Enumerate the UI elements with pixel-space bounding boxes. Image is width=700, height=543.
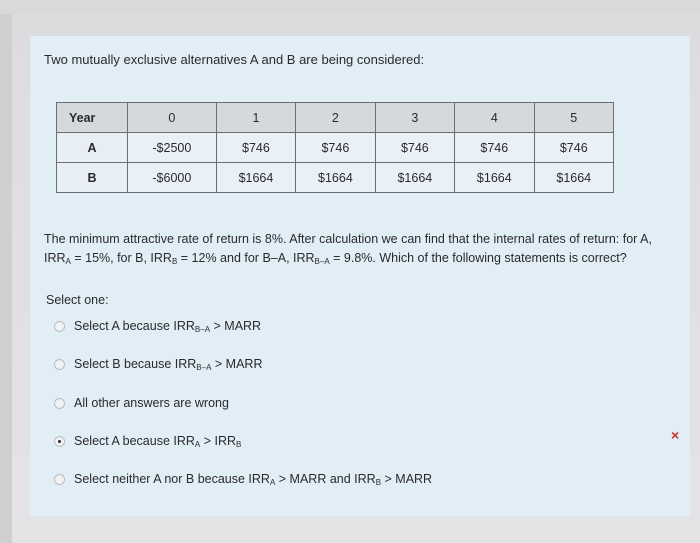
- option-label: Select neither A nor B because $IRR_A$ > MARR and $IRR_B$ > MARR: [74, 472, 433, 487]
- answer-option-1[interactable]: [54, 319, 261, 334]
- cash-flow-cell: $746: [534, 133, 613, 163]
- cash-flow-cell: $1664: [296, 163, 375, 193]
- cash-flow-table: [56, 102, 614, 193]
- left-border: [0, 14, 12, 543]
- table-header-row: [57, 103, 614, 133]
- select-one-label: Select one:: [46, 293, 109, 307]
- top-border: [0, 0, 700, 14]
- year-cell: 0: [128, 103, 217, 133]
- year-cell: 1: [216, 103, 295, 133]
- answer-option-3[interactable]: [54, 396, 229, 410]
- cash-flow-cell: -$2500: [128, 133, 217, 163]
- cash-flow-cell: $746: [375, 133, 454, 163]
- year-header: Year: [57, 103, 128, 133]
- option-label: All other answers are wrong: [74, 396, 229, 410]
- alternative-label: A: [57, 133, 128, 163]
- table-row-a: [57, 133, 614, 163]
- answer-option-5[interactable]: [54, 472, 432, 487]
- alternative-label: B: [57, 163, 128, 193]
- option-label: Select B because $IRR_{B-A}$ > MARR: [74, 357, 263, 372]
- cash-flow-cell: -$6000: [128, 163, 217, 193]
- cash-flow-cell: $1664: [534, 163, 613, 193]
- answer-option-2[interactable]: [54, 357, 262, 372]
- radio-button[interactable]: [54, 474, 65, 485]
- cash-flow-cell: $1664: [375, 163, 454, 193]
- cash-flow-cell: $746: [455, 133, 534, 163]
- option-label: Select A because $IRR_{B-A}$ > MARR: [74, 319, 262, 334]
- option-label: Select A because $IRR_A > IRR_B$: [74, 434, 242, 449]
- cash-flow-cell: $746: [296, 133, 375, 163]
- year-cell: 5: [534, 103, 613, 133]
- cash-flow-cell: $1664: [455, 163, 534, 193]
- radio-button[interactable]: [54, 359, 65, 370]
- cash-flow-cell: $1664: [216, 163, 295, 193]
- radio-button-selected[interactable]: [54, 436, 65, 447]
- year-cell: 3: [375, 103, 454, 133]
- question-intro: Two mutually exclusive alternatives A and B are being considered:: [44, 52, 425, 67]
- question-stem: The minimum attractive rate of return is 8%. After calculation we can find that the internal rates of return: for A, $IRR_A = 15\%$, for B, $IRR_B = 12\%$ and for B–A, $IRR_{B-A} = 9.8\%$. Which of the following statements is correct?: [44, 232, 652, 266]
- cash-flow-cell: $746: [216, 133, 295, 163]
- table-row-b: [57, 163, 614, 193]
- year-cell: 4: [455, 103, 534, 133]
- answer-option-4[interactable]: [54, 434, 241, 449]
- incorrect-icon: ×: [671, 427, 680, 443]
- radio-button[interactable]: [54, 321, 65, 332]
- radio-button[interactable]: [54, 398, 65, 409]
- year-cell: 2: [296, 103, 375, 133]
